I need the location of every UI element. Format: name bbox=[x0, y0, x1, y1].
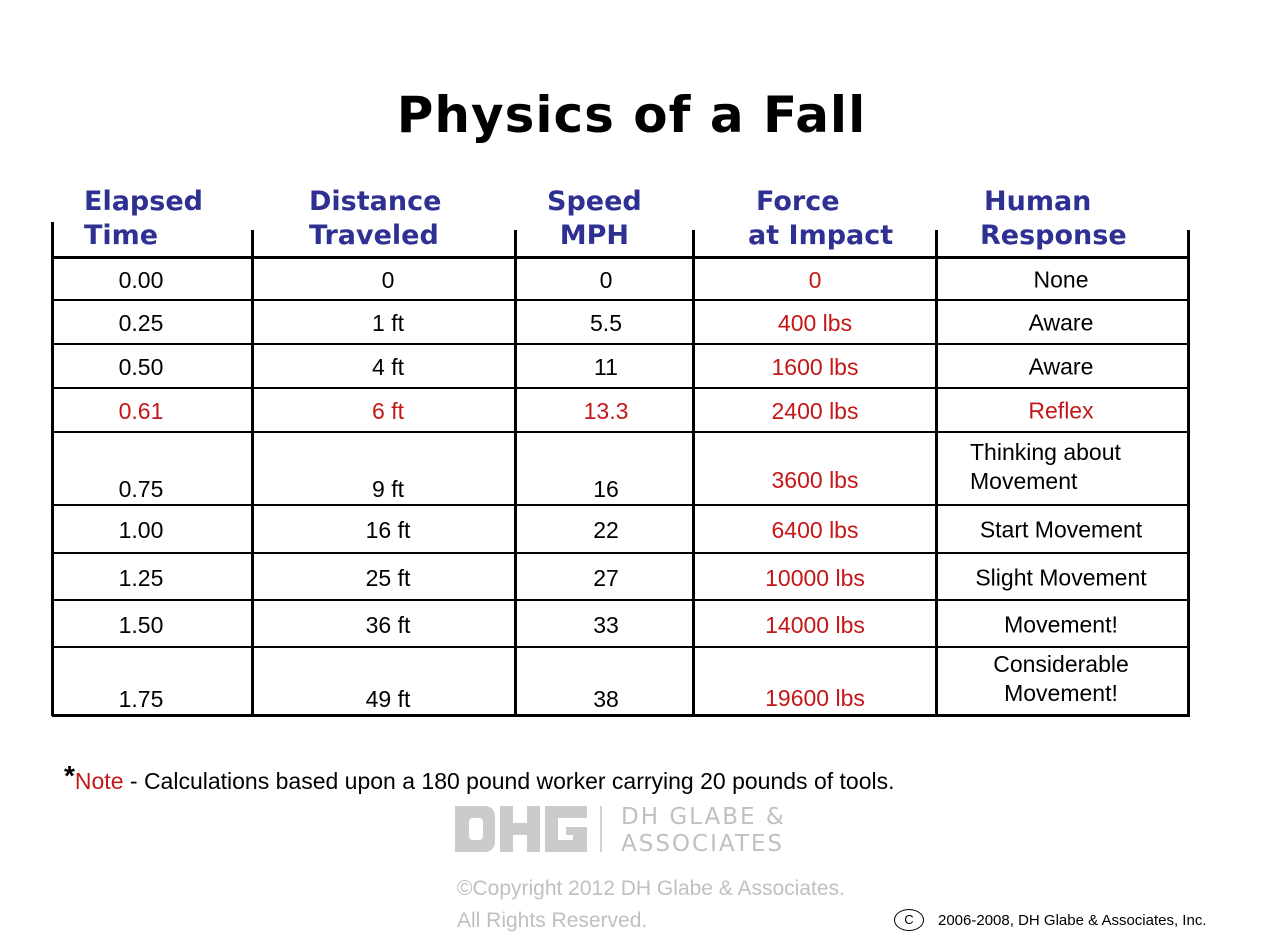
cell-distance: 1 ft bbox=[372, 310, 404, 336]
cell-force: 3600 lbs bbox=[771, 466, 859, 493]
cell-distance: 16 ft bbox=[365, 517, 411, 543]
footnote-label: Note bbox=[74, 768, 124, 794]
table-column-divider bbox=[51, 222, 54, 716]
cell-speed: 16 bbox=[593, 476, 619, 502]
table-row-divider bbox=[52, 646, 1190, 648]
cell-distance: 4 ft bbox=[372, 354, 404, 380]
copyright-notice: ©Copyright 2012 DH Glabe & Associates. All Rights Reserved. bbox=[457, 877, 845, 932]
cell-speed: 27 bbox=[593, 564, 619, 591]
cell-speed: 13.3 bbox=[583, 398, 629, 424]
cell-response: Considerable Movement! bbox=[993, 651, 1129, 706]
cell-distance: 0 bbox=[381, 266, 395, 293]
cell-speed: 0 bbox=[599, 266, 613, 293]
cell-time: 0.61 bbox=[118, 398, 164, 424]
cell-force: 0 bbox=[808, 266, 822, 293]
footnote-asterisk: * bbox=[64, 760, 75, 791]
cell-force: 19600 lbs bbox=[765, 685, 865, 711]
cell-speed: 22 bbox=[593, 517, 619, 543]
cell-speed: 33 bbox=[593, 611, 619, 638]
cell-response: Start Movement bbox=[979, 516, 1143, 543]
cell-force: 10000 lbs bbox=[765, 564, 865, 591]
cell-response: Thinking about Movement bbox=[970, 438, 1121, 494]
header-human-response: Human Response bbox=[980, 186, 1127, 251]
cell-force: 400 lbs bbox=[777, 310, 853, 336]
cell-force: 14000 lbs bbox=[765, 611, 865, 638]
table-column-divider bbox=[692, 230, 695, 716]
header-elapsed-time: Elapsed Time bbox=[84, 186, 203, 251]
cell-time: 1.25 bbox=[118, 564, 164, 591]
page-title: Physics of a Fall bbox=[396, 86, 867, 144]
cell-response: Slight Movement bbox=[975, 564, 1147, 590]
credit-text: 2006-2008, DH Glabe & Associates, Inc. bbox=[938, 911, 1207, 929]
table-column-divider bbox=[935, 230, 938, 716]
cell-time: 0.25 bbox=[118, 310, 164, 336]
cell-response: Aware bbox=[1028, 353, 1094, 380]
table-row-divider bbox=[52, 599, 1190, 601]
table-column-divider bbox=[251, 230, 254, 716]
cell-time: 1.00 bbox=[118, 517, 164, 543]
cell-distance: 36 ft bbox=[365, 611, 411, 638]
table-row-divider bbox=[52, 714, 1190, 717]
table-row-divider bbox=[52, 299, 1190, 301]
footnote-text: - Calculations based upon a 180 pound worker carrying 20 pounds of tools. bbox=[123, 768, 895, 794]
cell-distance: 49 ft bbox=[365, 686, 411, 712]
table-column-divider bbox=[1187, 230, 1190, 716]
header-distance-traveled: Distance Traveled bbox=[309, 186, 442, 251]
cell-force: 2400 lbs bbox=[771, 398, 859, 424]
cell-force: 6400 lbs bbox=[771, 517, 859, 543]
logo-company-name: DH GLABE & ASSOCIATES bbox=[621, 804, 786, 857]
footnote bbox=[64, 760, 894, 795]
table-row-divider bbox=[52, 504, 1190, 506]
cell-time: 0.75 bbox=[118, 476, 164, 502]
cell-time: 1.75 bbox=[118, 686, 164, 712]
cell-force: 1600 lbs bbox=[771, 354, 859, 380]
table-column-divider bbox=[514, 230, 517, 716]
table-row-divider bbox=[52, 387, 1190, 389]
cell-response: Aware bbox=[1028, 309, 1094, 336]
logo-divider bbox=[600, 806, 602, 852]
dhg-logo-icon bbox=[455, 804, 587, 854]
cell-response: None bbox=[1033, 266, 1089, 292]
header-speed-mph: Speed MPH bbox=[547, 186, 642, 251]
copyright-symbol-icon: C bbox=[894, 909, 924, 931]
copyright-credit bbox=[894, 909, 1206, 931]
cell-time: 0.50 bbox=[118, 354, 164, 380]
cell-distance: 6 ft bbox=[372, 398, 404, 424]
cell-speed: 38 bbox=[593, 686, 619, 712]
table-row-divider bbox=[52, 343, 1190, 345]
cell-response: Reflex bbox=[1028, 397, 1094, 424]
cell-speed: 11 bbox=[594, 354, 618, 380]
cell-time: 0.00 bbox=[118, 266, 164, 293]
cell-speed: 5.5 bbox=[590, 310, 622, 336]
cell-distance: 9 ft bbox=[372, 476, 404, 502]
cell-response: Movement! bbox=[1004, 611, 1118, 637]
cell-distance: 25 ft bbox=[365, 564, 411, 591]
header-force-at-impact: Force at Impact bbox=[748, 186, 894, 251]
table-row-divider bbox=[52, 552, 1190, 554]
table-row-divider bbox=[52, 431, 1190, 433]
cell-time: 1.50 bbox=[118, 611, 164, 638]
table-row-divider bbox=[52, 256, 1190, 259]
